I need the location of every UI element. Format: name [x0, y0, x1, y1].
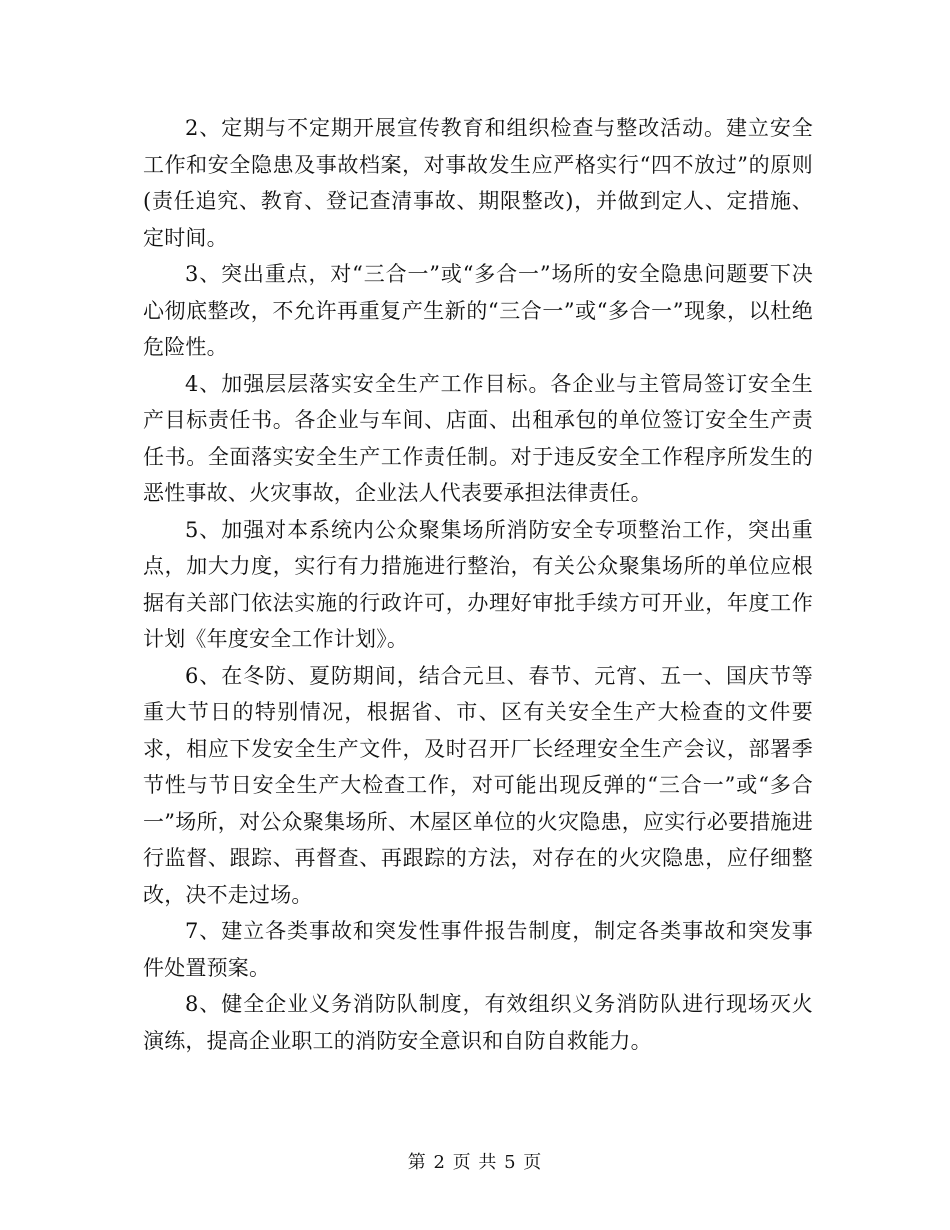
paragraph-item-8: 8、健全企业义务消防队制度，有效组织义务消防队进行现场灭火演练，提高企业职工的消防安全意识和自防自救能力。	[143, 992, 813, 1053]
document-body	[143, 110, 813, 1059]
paragraph-item-2: 2、定期与不定期开展宣传教育和组织检查与整改活动。建立安全工作和安全隐患及事故档案，对事故发生应严格实行“四不放过”的原则(责任追究、教育、登记查清事故、期限整改)，并做到定人、定措施、定时间。	[143, 116, 813, 250]
paragraph-item-6: 6、在冬防、夏防期间，结合元旦、春节、元宵、五一、国庆节等重大节日的特别情况，根据省、市、区有关安全生产大检查的文件要求，相应下发安全生产文件，及时召开厂长经理安全生产会议，部署季节性与节日安全生产大检查工作，对可能出现反弹的“三合一”或“多合一”场所，对公众聚集场所、木屋区单位的火灾隐患，应实行必要措施进行监督、跟踪、再督查、再跟踪的方法，对存在的火灾隐患，应仔细整改，决不走过场。	[143, 663, 813, 907]
paragraph-item-4: 4、加强层层落实安全生产工作目标。各企业与主管局签订安全生产目标责任书。各企业与车间、店面、出租承包的单位签订安全生产责任书。全面落实安全生产工作责任制。对于违反安全工作程序所发生的恶性事故、火灾事故，企业法人代表要承担法律责任。	[143, 371, 813, 505]
paragraph-item-5: 5、加强对本系统内公众聚集场所消防安全专项整治工作，突出重点，加大力度，实行有力措施进行整治，有关公众聚集场所的单位应根据有关部门依法实施的行政许可，办理好审批手续方可开业，年度工作计划《年度安全工作计划》。	[143, 517, 813, 651]
paragraph-item-7: 7、建立各类事故和突发性事件报告制度，制定各类事故和突发事件处置预案。	[143, 919, 813, 980]
page-number-footer: 第 2 页 共 5 页	[407, 1152, 543, 1173]
paragraph-item-3: 3、突出重点，对“三合一”或“多合一”场所的安全隐患问题要下决心彻底整改，不允许再重复产生新的“三合一”或“多合一”现象，以杜绝危险性。	[143, 262, 813, 359]
